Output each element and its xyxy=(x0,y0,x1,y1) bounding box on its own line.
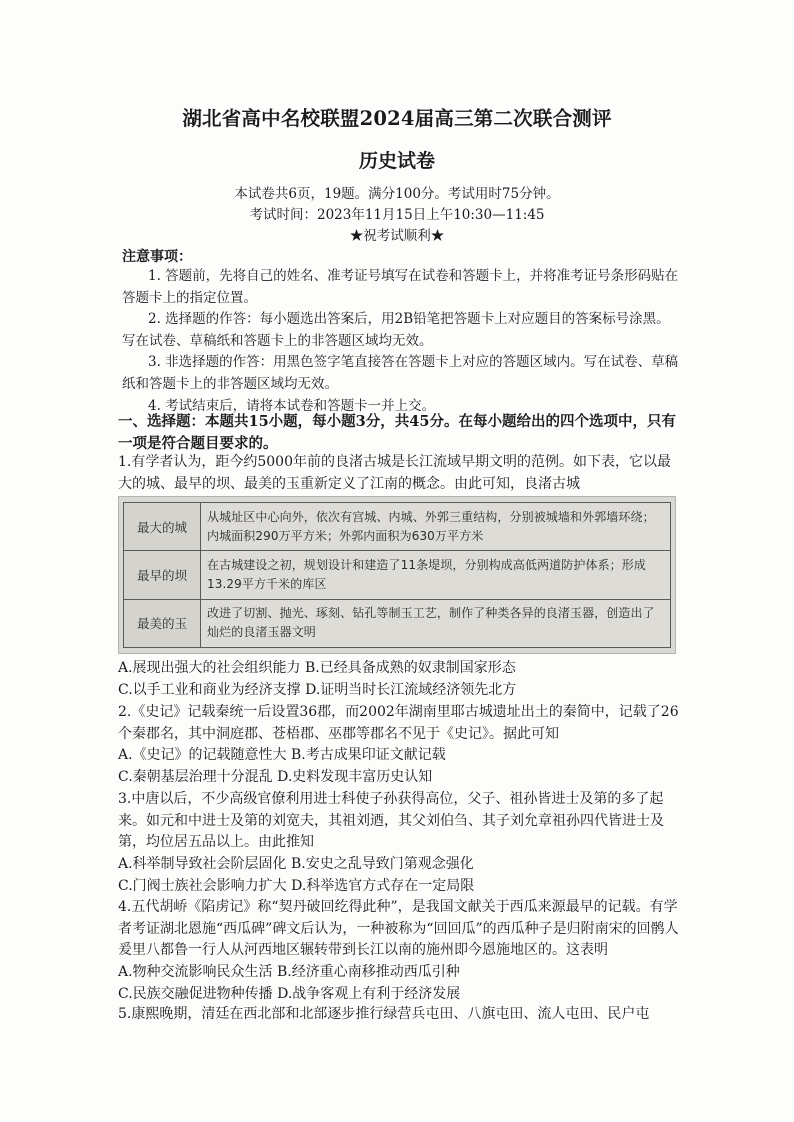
option-line: A.物种交流影响民众生活 B.经济重心南移推动西瓜引种 xyxy=(118,964,460,981)
table-row-label: 最早的坝 xyxy=(124,551,201,599)
option-line: C.门阀士族社会影响力扩大 D.科举选官方式存在一定局限 xyxy=(118,877,475,894)
table-row xyxy=(124,599,671,647)
question-2 xyxy=(118,702,684,789)
exam-time-line: 考试时间：2023年11月15日上午10:30—11:45 xyxy=(249,207,545,223)
table-row xyxy=(124,503,671,551)
question-stem: 1.有学者认为，距今约5000年前的良渚古城是长江流域早期文明的范例。如下表，它以最大的城、最早的坝、最美的玉重新定义了江南的概念。由此可知，良渚古城 xyxy=(118,454,671,492)
question-1-table xyxy=(123,502,671,648)
option-line: A.科举制导致社会阶层固化 B.安史之乱导致门第观念强化 xyxy=(118,856,474,873)
note-item: 3. 非选择题的作答：用黑色签字笔直接答在答题卡上对应的答题区域内。写在试卷、草稿纸和答题卡上的非答题区域均无效。 xyxy=(122,354,679,392)
notes-heading: 注意事项： xyxy=(122,249,192,265)
question-stem: 5.康熙晚期，清廷在西北部和北部逐步推行绿营兵屯田、八旗屯田、流人屯田、民户屯 xyxy=(118,1006,650,1022)
option-line: A.《史记》的记载随意性大 B.考古成果印证文献记载 xyxy=(118,747,446,764)
option-line: A.展现出强大的社会组织能力 B.已经具备成熟的奴隶制国家形态 xyxy=(118,660,516,676)
table-row-text: 在古城建设之初，规划设计和建造了11条堤坝，分别构成高低两道防护体系；形成13.29平方千米的库区 xyxy=(201,551,671,599)
question-3 xyxy=(118,789,684,898)
question-stem: 3.中唐以后，不少高级官僚利用进士科使子孙获得高位，父子、祖孙皆进士及第的多了起来。如元和中进士及第的刘宽夫，其祖刘迺，其父刘伯刍、其子刘允章祖孙四代皆进士及第，均位居五品以上。由此推知 xyxy=(118,791,664,851)
table-row-text: 改进了切割、抛光、琢刻、钻孔等制玉工艺，制作了种类各异的良渚玉器，创造出了灿烂的良渚玉器文明 xyxy=(201,599,671,647)
exam-subject: 历史试卷 xyxy=(358,150,435,172)
note-item: 1. 答题前，先将自己的姓名、准考证号填写在试卷和答题卡上，并将准考证号条形码贴在答题卡上的指定位置。 xyxy=(122,268,679,306)
question-1-stem xyxy=(118,452,684,495)
option-line: C.秦朝基层治理十分混乱 D.史料发现丰富历史认知 xyxy=(118,769,433,786)
good-luck-line: ★祝考试顺利★ xyxy=(349,228,445,244)
table-row-text: 从城址区中心向外，依次有宫城、内城、外郭三重结构，分别被城墙和外郭墙环绕；内城面积290万平方米；外郭内面积为630万平方米 xyxy=(201,503,671,551)
option-line: C.以手工业和商业为经济支撑 D.证明当时长江流域经济领先北方 xyxy=(118,681,517,698)
note-item: 4. 考试结束后，请将本试卷和答题卡一并上交。 xyxy=(148,397,436,414)
table-row xyxy=(124,551,671,599)
note-item: 2. 选择题的作答：每小题选出答案后，用2B铅笔把答题卡上对应题目的答案标号涂黑。写在试卷、草稿纸和答题卡上的非答题区域均无效。 xyxy=(122,311,670,349)
question-1-table-photo xyxy=(118,496,676,654)
question-1-options xyxy=(118,658,684,701)
question-stem: 4.五代胡峤《陷虏记》称“契丹破回纥得此种”，是我国文献关于西瓜来源最早的记载。有学者考证湖北恩施“西瓜碑”碑文后认为，一种被称为“回回瓜”的西瓜种子是归附南宋的回鹘人爰里八都鲁一行人从河西地区辗转带到长江以南的施州即今恩施地区的。这表明 xyxy=(118,899,679,959)
exam-info-line-1: 本试卷共6页，19题。满分100分。考试用时75分钟。 xyxy=(234,186,560,202)
exam-title: 湖北省高中名校联盟2024届高三第二次联合测评 xyxy=(182,107,612,130)
question-5 xyxy=(118,1004,684,1026)
table-row-label: 最美的玉 xyxy=(124,599,201,647)
notes-list xyxy=(122,266,682,417)
question-stem: 2.《史记》记载秦统一后设置36郡，而2002年湖南里耶古城遗址出土的秦简中，记载了26个秦郡名，其中洞庭郡、苍梧郡、巫郡等郡名不见于《史记》。据此可知 xyxy=(118,704,679,742)
question-4 xyxy=(118,897,684,1006)
section-heading: 一、选择题：本题共15小题，每小题3分，共45分。在每小题给出的四个选项中，只有一项是符合题目要求的。 xyxy=(118,413,676,452)
option-line: C.民族交融促进物种传播 D.战争客观上有利于经济发展 xyxy=(118,985,461,1002)
table-row-label: 最大的城 xyxy=(124,503,201,551)
